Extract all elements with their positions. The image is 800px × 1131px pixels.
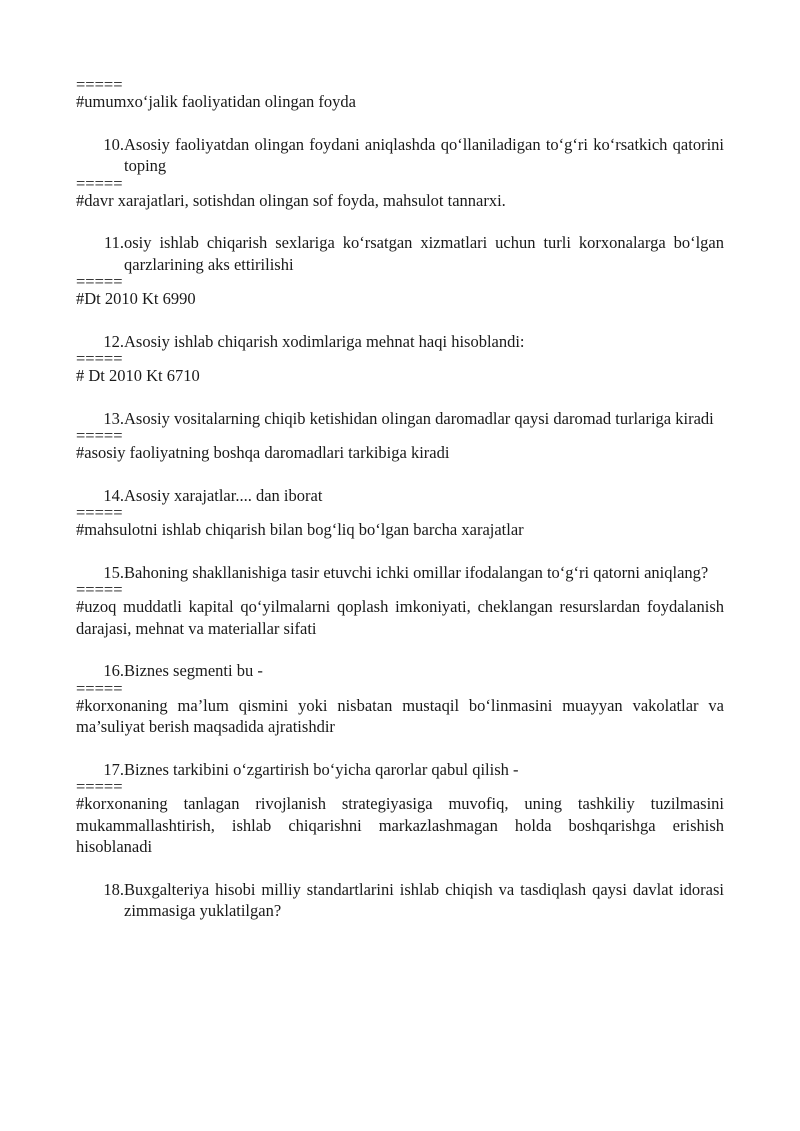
question-number: 10. xyxy=(103,134,124,154)
answer-text: #asosiy faoliyatning boshqa daromadlari tarkibiga kiradi xyxy=(76,443,450,462)
question-text: Biznes tarkibini o‘zgartirish bo‘yicha qarorlar qabul qilish - xyxy=(124,759,519,779)
question-item xyxy=(76,232,724,275)
question-number: 18. xyxy=(103,879,124,899)
answer-text: #korxonaning ma’lum qismini yoki nisbatan mustaqil bo‘linmasini muayyan vakolatlar va ma’suliyat berish maqsadida ajratishdir xyxy=(76,695,724,736)
question-item xyxy=(76,134,724,177)
question-text: Asosiy faoliyatdan olingan foydani aniqlashda qo‘llaniladigan to‘g‘ri ko‘rsatkich qatorini toping xyxy=(124,134,724,175)
answer-text: #Dt 2010 Kt 6990 xyxy=(76,289,196,308)
question-text: Bahoning shakllanishiga tasir etuvchi ichki omillar ifodalangan to‘g‘ri qatorni aniqlang? xyxy=(124,562,709,582)
answer-text: #davr xarajatlari, sotishdan olingan sof foyda, mahsulot tannarxi. xyxy=(76,190,506,210)
answer-text: #umumxo‘jalik faoliyatidan olingan foyda xyxy=(76,92,356,111)
question-number: 14. xyxy=(103,485,124,505)
question-text: Asosiy vositalarning chiqib ketishidan olingan daromadlar qaysi daromad turlariga kiradi xyxy=(124,408,714,428)
question-item xyxy=(76,879,724,922)
question-number: 11. xyxy=(103,233,124,252)
question-text: Asosiy ishlab chiqarish xodimlariga mehnat haqi hisoblandi: xyxy=(124,331,525,351)
question-text: Asosiy xarajatlar.... dan iborat xyxy=(124,485,323,505)
question-number: 17. xyxy=(103,759,124,779)
question-item xyxy=(76,408,724,430)
answer-text: # Dt 2010 Kt 6710 xyxy=(76,366,200,385)
separator-line: ===== xyxy=(76,75,123,94)
question-item xyxy=(76,485,724,507)
answer-text: #uzoq muddatli kapital qo‘yilmalarni qoplash imkoniyati, cheklangan resurslardan foydalanish darajasi, mehnat va materiallar sifati xyxy=(76,597,724,638)
separator-line: ===== xyxy=(76,580,123,599)
question-number: 15. xyxy=(103,562,124,582)
question-item xyxy=(76,562,724,584)
question-text: Buxgalteriya hisobi milliy standartlarini ishlab chiqish va tasdiqlash qaysi davlat idorasi zimmasiga yuklatilgan? xyxy=(124,879,724,920)
answer-text: #mahsulotni ishlab chiqarish bilan bog‘liq bo‘lgan barcha xarajatlar xyxy=(76,520,524,539)
answer-text: #korxonaning tanlagan rivojlanish strategiyasiga muvofiq, uning tashkiliy tuzilmasini mukammallashtirish, ishlab chiqarishni markazlashmagan holda boshqarishga erishish hisoblanadi xyxy=(76,794,724,856)
separator-line: ===== xyxy=(76,173,123,193)
question-item xyxy=(76,759,724,781)
document-page xyxy=(76,75,724,922)
separator-line: ===== xyxy=(76,678,123,698)
question-number: 12. xyxy=(103,331,124,351)
separator-line: ===== xyxy=(76,426,123,445)
question-item xyxy=(76,660,724,682)
separator-line: ===== xyxy=(76,349,123,368)
question-text: Biznes segmenti bu - xyxy=(124,661,263,680)
question-text: osiy ishlab chiqarish sexlariga ko‘rsatgan xizmatlari uchun turli korxonalarga bo‘lgan qarzlarining aks ettirilishi xyxy=(124,233,724,274)
separator-line: ===== xyxy=(76,272,123,291)
separator-line: ===== xyxy=(76,503,123,522)
question-item xyxy=(76,331,724,353)
separator-line: ===== xyxy=(76,777,123,796)
question-number: 16. xyxy=(103,661,124,680)
question-number: 13. xyxy=(103,408,124,428)
